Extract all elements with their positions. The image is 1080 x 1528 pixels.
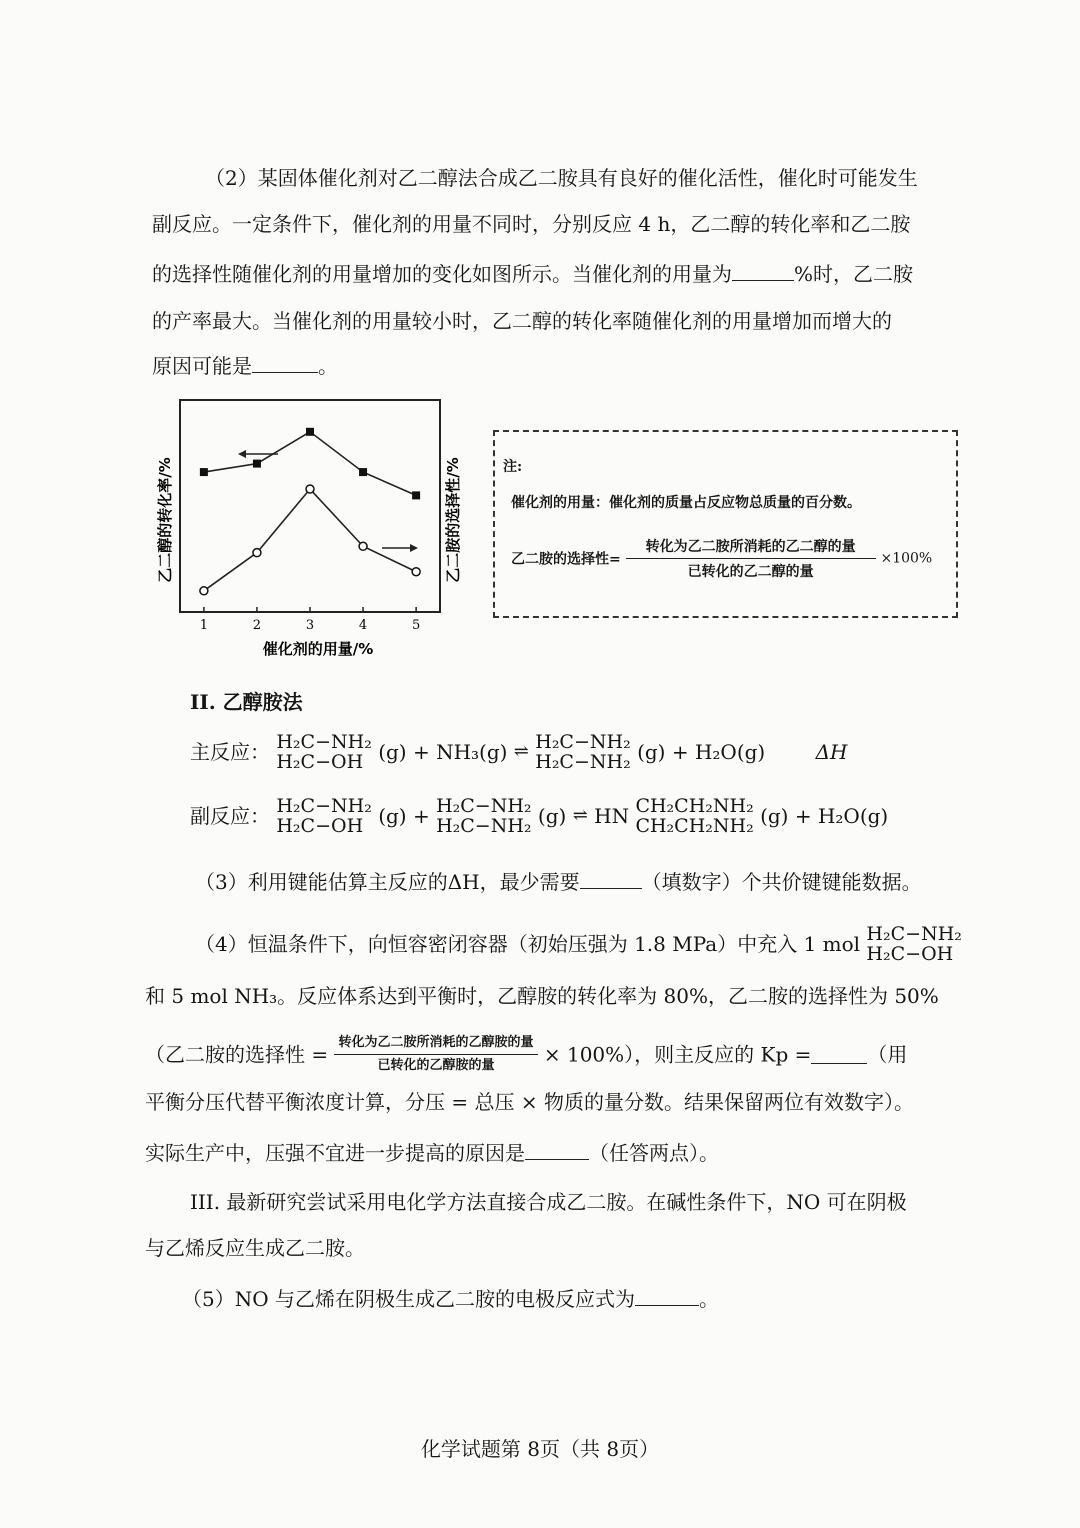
q4-line3-tail: （用 xyxy=(867,1042,908,1067)
side-reaction xyxy=(190,796,888,836)
q4-line1 xyxy=(195,924,962,964)
ethanolamine-structure xyxy=(276,732,371,772)
left-axis-arrow xyxy=(238,450,278,458)
side-gas-state: (g) xyxy=(537,804,567,828)
page-footer: 化学试题第 8页（共 8页） xyxy=(420,1437,660,1461)
selectivity-point xyxy=(359,542,367,550)
y-axis-label-left: 乙二醇的转化率/% xyxy=(156,457,174,583)
q2-line5-tail: 。 xyxy=(318,354,338,378)
note-sel-mult: ×100% xyxy=(880,550,933,567)
ethylenediamine-top: H₂C−NH₂ xyxy=(535,731,631,753)
q4-fraction-numerator: 转化为乙二胺所消耗的乙醇胺的量 xyxy=(334,1034,537,1055)
diethylenetriamine-structure xyxy=(635,796,753,836)
q4-ethanolamine-structure xyxy=(866,924,961,964)
q2-line5 xyxy=(152,354,338,378)
q4-line5 xyxy=(145,1141,719,1165)
side-product-water: (g) + H₂O(g) xyxy=(760,804,889,828)
selectivity-point xyxy=(412,568,420,576)
answer-blank-kp[interactable] xyxy=(811,1045,867,1064)
q2-line4: 的产率最大。当催化剂的用量较小时，乙二醇的转化率随催化剂的用量增加而增大的 xyxy=(152,309,892,333)
q2-line1: （2）某固体催化剂对乙二醇法合成乙二胺具有良好的催化活性，催化时可能发生 xyxy=(205,166,918,190)
main-product-water: (g) + H₂O(g) xyxy=(637,740,766,764)
q5-tail: 。 xyxy=(698,1287,719,1311)
chart-marks xyxy=(200,428,421,633)
section3-line2: 与乙烯反应生成乙二胺。 xyxy=(145,1236,365,1260)
side-equilibrium-arrow: ⇌ xyxy=(572,805,588,826)
q3-tail: （填数字）个共价键键能数据。 xyxy=(641,870,922,894)
main-reaction xyxy=(190,732,847,772)
note-box xyxy=(493,430,958,618)
q3-line xyxy=(195,870,922,894)
dieta-top: CH₂CH₂NH₂ xyxy=(635,795,754,817)
ethylenediamine-bottom: H₂C−NH₂ xyxy=(535,751,631,773)
selectivity-point xyxy=(306,485,314,493)
side-ethylenediamine-structure xyxy=(436,796,531,836)
q3-text: （3）利用键能估算主反应的ΔH，最少需要 xyxy=(195,870,580,894)
ethanolamine-bottom: H₂C−OH xyxy=(276,751,364,773)
answer-blank-pressure-reason[interactable] xyxy=(525,1141,589,1160)
q5-text: （5）NO 与乙烯在阴极生成乙二胺的电极反应式为 xyxy=(182,1287,635,1311)
section2-title: II. 乙醇胺法 xyxy=(190,690,303,714)
note-fraction-denominator: 已转化的乙二醇的量 xyxy=(687,564,814,580)
answer-blank-bond-count[interactable] xyxy=(580,870,642,889)
q2-line5-text: 原因可能是 xyxy=(152,354,252,378)
q2-line3-text: 的选择性随催化剂的用量增加的变化如图所示。当催化剂的用量为 xyxy=(152,262,732,286)
note-sel-label: 乙二胺的选择性= xyxy=(511,551,621,568)
main-reaction-label: 主反应： xyxy=(190,740,270,764)
note-title: 注: xyxy=(503,459,523,475)
selectivity-point xyxy=(200,587,208,595)
x-tick-label: 1 xyxy=(199,618,209,633)
y-axis-label-right: 乙二胺的选择性/% xyxy=(444,457,462,583)
q4-line3 xyxy=(145,1034,907,1075)
dieta-bottom: CH₂CH₂NH₂ xyxy=(635,815,754,837)
side-ethanolamine-top: H₂C−NH₂ xyxy=(276,795,372,817)
side-ethanolamine-bottom: H₂C−OH xyxy=(276,815,364,837)
ethylenediamine-structure xyxy=(535,732,630,772)
x-tick-label: 2 xyxy=(252,618,262,633)
equilibrium-arrow: ⇌ xyxy=(513,741,529,762)
conversion-point xyxy=(253,460,261,468)
q5-line xyxy=(182,1287,719,1311)
x-tick-label: 5 xyxy=(411,618,421,633)
series-line xyxy=(204,489,416,591)
conversion-point xyxy=(200,468,208,476)
x-tick-label: 3 xyxy=(305,618,315,633)
q4-line5-tail: （任答两点）。 xyxy=(589,1141,719,1165)
q4-line3-text: （乙二胺的选择性 = xyxy=(145,1042,329,1067)
q4-line4: 平衡分压代替平衡浓度计算，分压 = 总压 × 物质的量分数。结果保留两位有效数字）。 xyxy=(145,1090,914,1114)
enthalpy-symbol: ΔH xyxy=(815,740,848,764)
answer-blank-reason[interactable] xyxy=(252,354,318,373)
q2-line3-tail: %时，乙二胺 xyxy=(794,262,914,286)
conversion-selectivity-chart xyxy=(150,392,480,662)
q4-line2: 和 5 mol NH₃。反应体系达到平衡时，乙醇胺的转化率为 80%，乙二胺的选择性为 50% xyxy=(145,984,939,1008)
x-axis-label: 催化剂的用量/% xyxy=(262,640,374,658)
note-selectivity-formula xyxy=(511,536,932,581)
side-ethylenediamine-top: H₂C−NH₂ xyxy=(436,795,532,817)
q4-selectivity-fraction xyxy=(334,1034,537,1075)
q4-fraction-denominator: 已转化的乙醇胺的量 xyxy=(377,1058,495,1073)
q2-line2: 副反应。一定条件下，催化剂的用量不同时，分别反应 4 h，乙二醇的转化率和乙二胺 xyxy=(152,212,911,236)
note-definition: 催化剂的用量：催化剂的质量占反应物总质量的百分数。 xyxy=(511,495,861,511)
x-tick-label: 4 xyxy=(358,618,368,633)
note-fraction-numerator: 转化为乙二胺所消耗的乙二醇的量 xyxy=(626,536,876,559)
side-plus: (g) + xyxy=(378,804,430,828)
q4-line5-text: 实际生产中，压强不宜进一步提高的原因是 xyxy=(145,1141,525,1165)
side-ethanolamine-structure xyxy=(276,796,371,836)
side-product-hn: HN xyxy=(594,804,630,828)
answer-blank-amount[interactable] xyxy=(732,262,794,281)
answer-blank-electrode-equation[interactable] xyxy=(635,1287,699,1306)
conversion-point xyxy=(412,491,420,499)
selectivity-point xyxy=(253,549,261,557)
q4-ethanolamine-bottom: H₂C−OH xyxy=(866,943,954,965)
q4-ethanolamine-top: H₂C−NH₂ xyxy=(866,923,962,945)
main-reactant-ammonia: (g) + NH₃(g) xyxy=(378,740,508,764)
side-reaction-label: 副反应： xyxy=(190,804,270,828)
q2-line3 xyxy=(152,262,913,286)
right-axis-arrow xyxy=(382,544,418,552)
note-fraction xyxy=(626,536,876,581)
side-ethylenediamine-bottom: H₂C−NH₂ xyxy=(436,815,532,837)
conversion-point xyxy=(359,468,367,476)
ethanolamine-top: H₂C−NH₂ xyxy=(276,731,372,753)
q4-line1-text: （4）恒温条件下，向恒容密闭容器（初始压强为 1.8 MPa）中充入 1 mol xyxy=(195,932,861,956)
section3-line1: III. 最新研究尝试采用电化学方法直接合成乙二胺。在碱性条件下，NO 可在阴极 xyxy=(190,1190,907,1214)
conversion-point xyxy=(306,428,314,436)
q4-line3-kp: × 100%），则主反应的 Kp = xyxy=(543,1042,812,1067)
